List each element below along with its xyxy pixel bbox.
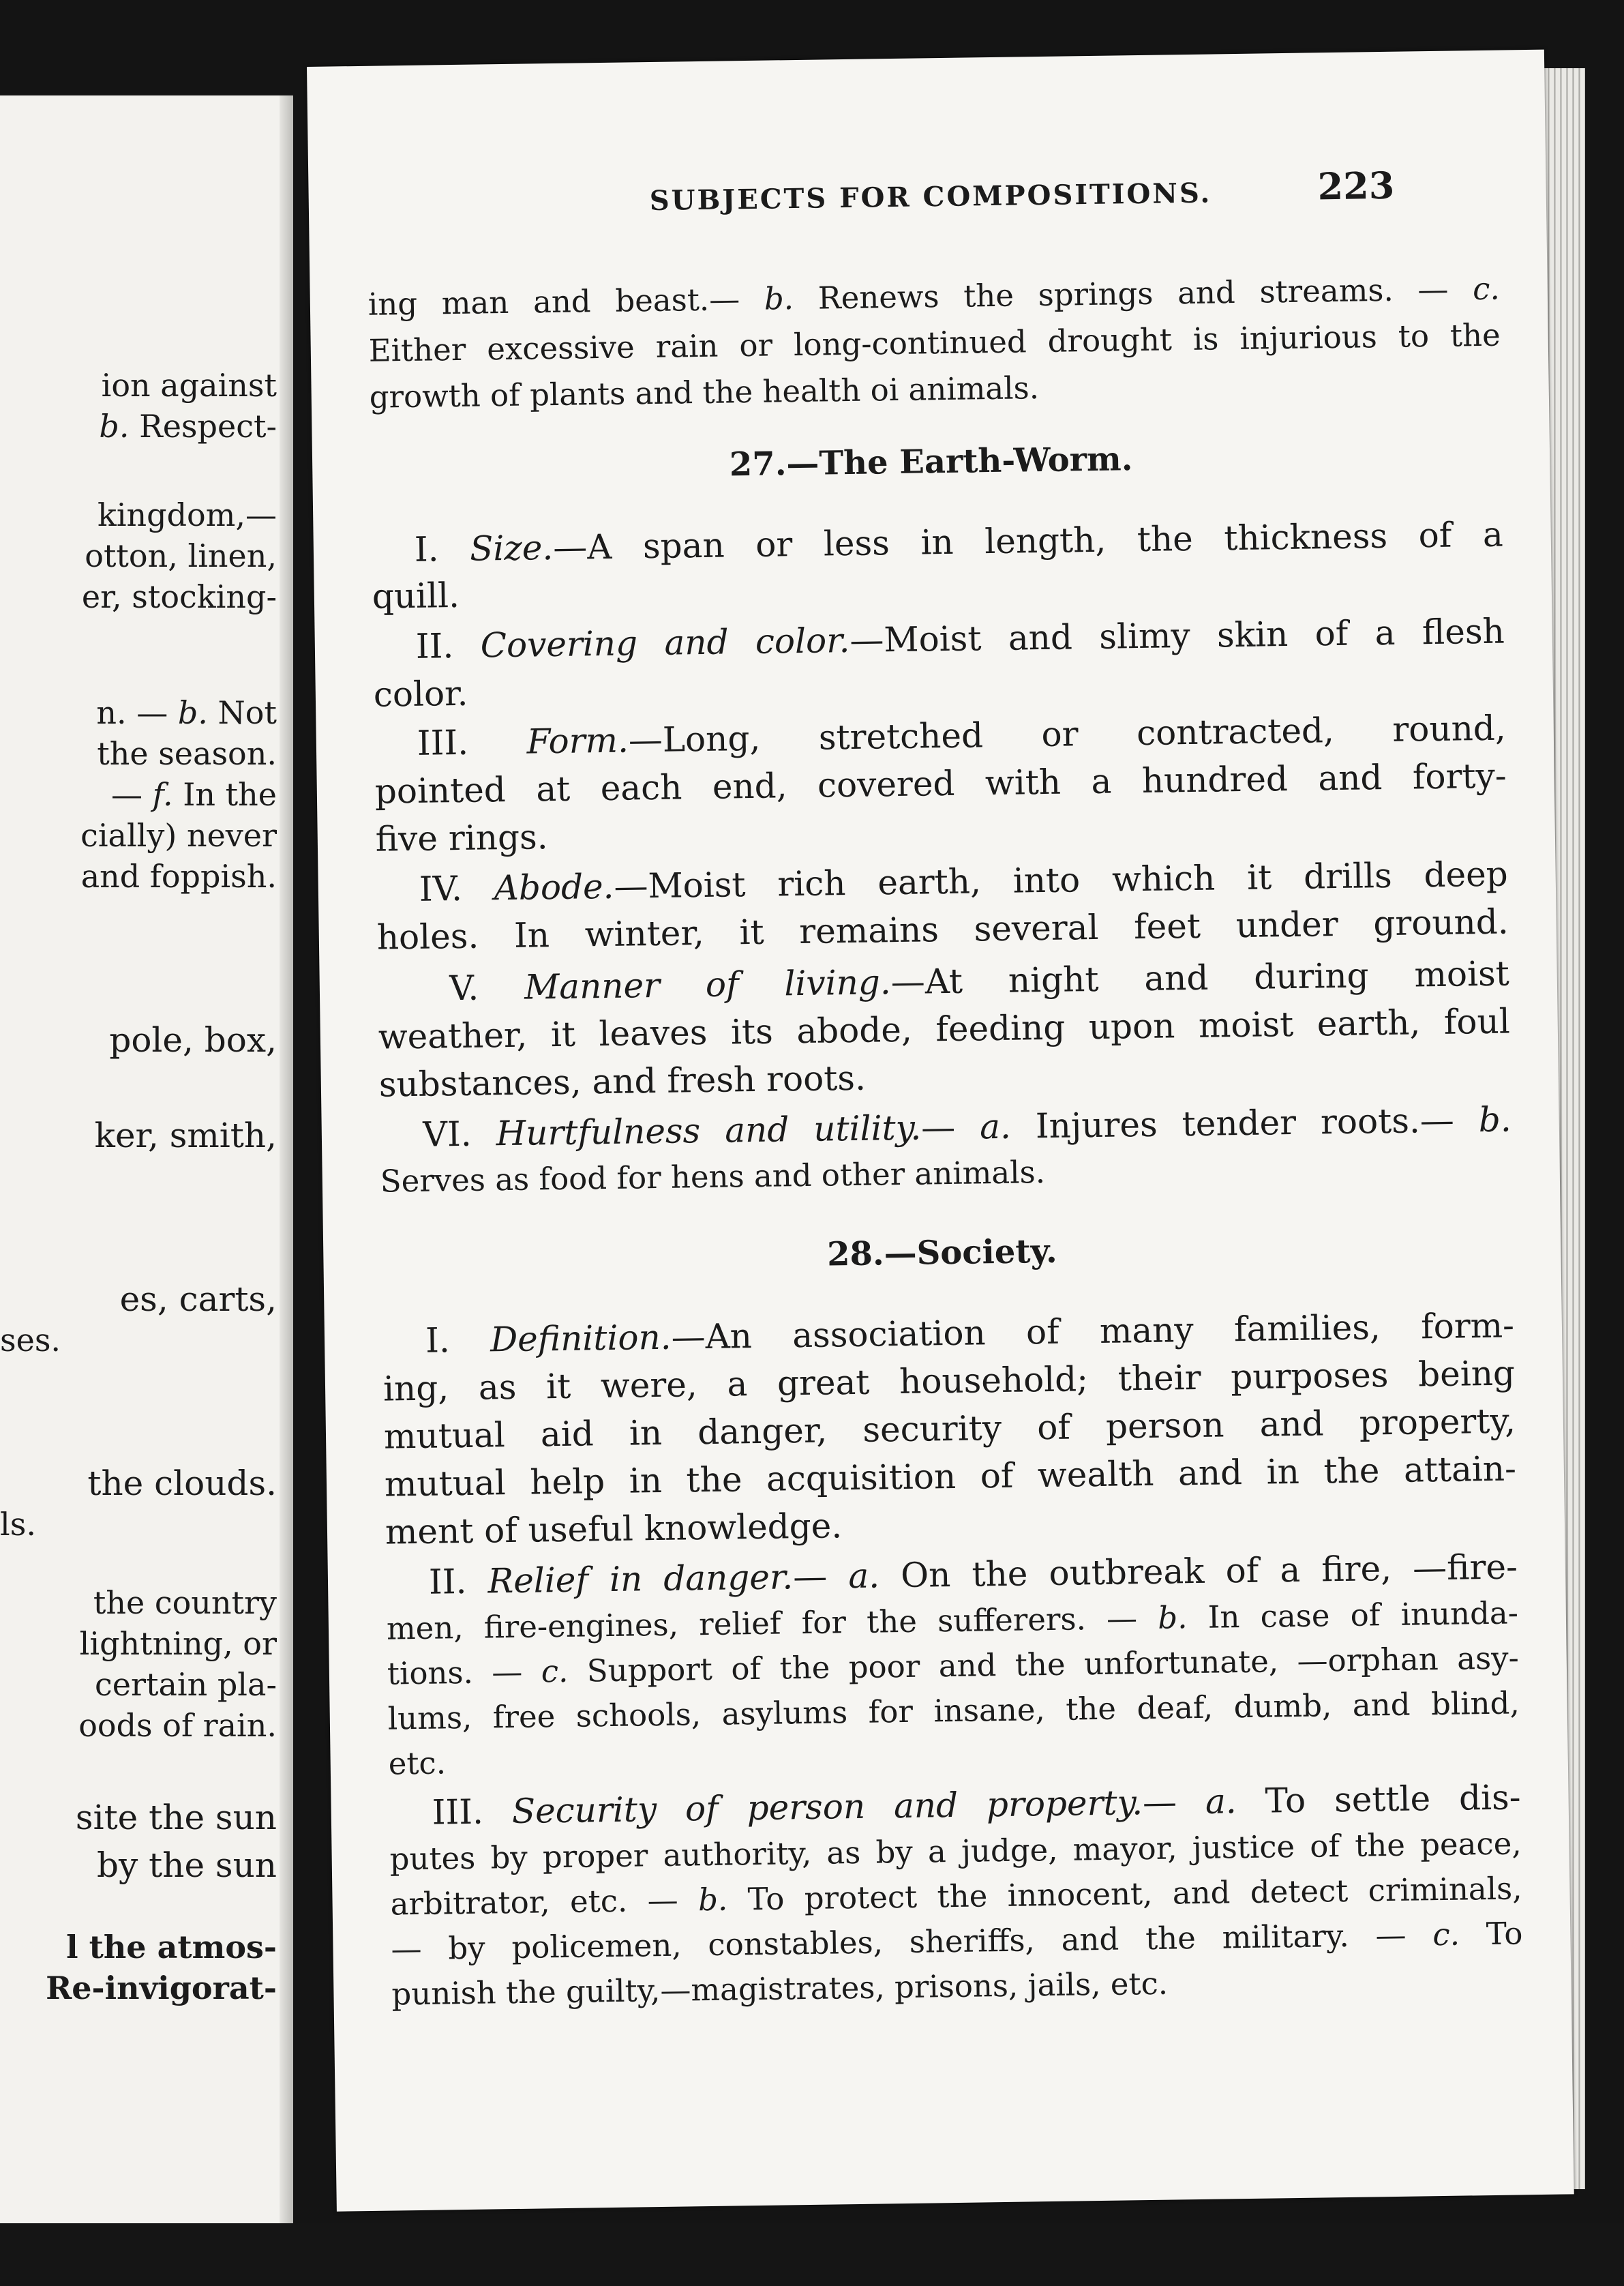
text-line: ment of useful knowledge. — [385, 1506, 843, 1552]
left-text: Respect- — [129, 408, 277, 445]
left-line: er, stocking- — [81, 578, 277, 615]
item-letter: b. — [764, 280, 794, 317]
item-text: To settle dis- — [1236, 1777, 1522, 1822]
section-heading: 28.—Society. — [826, 1232, 1057, 1274]
left-line — [96, 692, 277, 733]
left-line: ls. — [0, 1506, 36, 1543]
left-line: the season. — [97, 735, 277, 772]
left-text: n. — — [96, 694, 178, 731]
item-text: — — [1142, 1781, 1206, 1823]
item-label: Security of person and property. — [511, 1783, 1143, 1832]
item-label: Definition. — [490, 1317, 672, 1360]
text-line: substances, and fresh roots. — [378, 1058, 867, 1105]
item-label: Form. — [526, 720, 629, 762]
text-run: — by policemen, constables, sheriffs, and the military. — — [391, 1916, 1433, 1968]
left-text: In the — [172, 776, 277, 813]
text-run: Renews the springs and streams. — — [793, 271, 1473, 317]
item-letter: a. — [1205, 1781, 1237, 1822]
item-label: Size. — [469, 528, 554, 569]
text-run: tions. — — [387, 1653, 542, 1692]
item-number: I. — [414, 529, 470, 569]
text-run: To protect the innocent, and detect criminals, — [727, 1870, 1522, 1918]
left-line: certain pla- — [95, 1666, 277, 1703]
text-line: mutual aid in danger, security of person and property, — [383, 1401, 1516, 1457]
item-letter: c. — [1432, 1916, 1460, 1953]
text-line: quill. — [372, 575, 460, 617]
left-letter: b. — [99, 408, 130, 445]
text-line: pointed at each end, covered with a hundred and forty- — [374, 756, 1507, 812]
item-text: —Moist and slimy skin of a flesh — [849, 611, 1505, 660]
left-line: ion against — [101, 367, 277, 404]
left-line — [111, 774, 277, 815]
right-page — [307, 50, 1574, 2212]
text-line: lums, free schools, asylums for insane, the deaf, dumb, and blind, — [387, 1684, 1520, 1737]
item-label: Relief in danger. — [487, 1557, 794, 1601]
text-run: To — [1459, 1915, 1523, 1953]
left-line: es, carts, — [119, 1279, 277, 1319]
text-run: men, fire-engines, relief for the sufferers. — — [386, 1599, 1158, 1647]
item-letter: b. — [1478, 1099, 1512, 1140]
item-letter: a. — [847, 1556, 880, 1597]
item-label: Manner of living. — [524, 962, 892, 1007]
left-line: l the atmos- — [66, 1929, 277, 1965]
left-line: kingdom,— — [97, 496, 277, 533]
running-head: SUBJECTS FOR COMPOSITIONS. — [649, 177, 1212, 217]
item-number: III. — [432, 1792, 513, 1832]
item-text: —At night and during moist — [890, 953, 1510, 1003]
item-number: IV. — [419, 868, 495, 909]
text-line: five rings. — [375, 817, 548, 859]
text-line: Serves as food for hens and other animals. — [380, 1154, 1046, 1200]
text-line: etc. — [388, 1745, 447, 1782]
item-text: —Moist rich earth, into which it drills deep — [614, 854, 1509, 906]
item-label: Hurtfulness and utility. — [496, 1108, 922, 1154]
item-letter: c. — [1472, 270, 1501, 308]
page-number: 223 — [1317, 163, 1395, 209]
item-text: —A span or less in length, the thickness of a — [552, 514, 1504, 568]
item-text: On the outbreak of a fire, —fire- — [879, 1547, 1518, 1596]
item-text: —An association of many families, form- — [671, 1305, 1515, 1357]
left-line: pole, box, — [109, 1020, 277, 1060]
text-line: weather, it leaves its abode, feeding upon moist earth, foul — [378, 1001, 1511, 1057]
item-label: Covering and color. — [480, 620, 850, 666]
text-line: mutual help in the acquisition of wealth and in the attain- — [384, 1449, 1517, 1504]
text-line: punish the guilty,—magistrates, prisons, jails, etc. — [391, 1965, 1169, 2013]
left-line: oods of rain. — [78, 1707, 277, 1744]
left-line: lightning, or — [79, 1625, 277, 1662]
left-line: and foppish. — [80, 858, 277, 895]
item-number: VI. — [422, 1114, 497, 1155]
text-run: In case of inunda- — [1187, 1594, 1519, 1636]
left-line: otton, linen, — [85, 537, 277, 574]
left-line: the clouds. — [87, 1464, 277, 1503]
text-run: arbitrator, etc. — — [390, 1882, 699, 1923]
left-facing-page — [0, 95, 292, 2286]
left-line: ses. — [0, 1322, 61, 1359]
item-label: Abode. — [494, 866, 614, 908]
text-line: putes by proper authority, as by a judge, mayor, justice of the peace, — [389, 1825, 1522, 1877]
text-line: growth of plants and the health oi animals. — [369, 370, 1040, 415]
item-letter: b. — [697, 1881, 728, 1918]
left-line: by the sun — [97, 1845, 277, 1885]
item-text: —Long, stretched or contracted, round, — [628, 708, 1507, 760]
item-number: V. — [449, 967, 525, 1009]
left-line — [99, 406, 277, 447]
section-heading: 27.—The Earth-Worm. — [729, 440, 1133, 484]
item-text: — — [920, 1107, 980, 1148]
text-line: holes. In winter, it remains several feet under ground. — [376, 902, 1509, 958]
item-number: II. — [428, 1561, 488, 1602]
item-letter: c. — [541, 1652, 569, 1690]
item-number: I. — [425, 1320, 491, 1361]
text-line: color. — [373, 673, 468, 715]
item-text: Injures tender roots.— — [1010, 1100, 1479, 1146]
left-letter: b. — [177, 694, 208, 731]
item-number: III. — [417, 722, 528, 763]
left-text: — — [110, 776, 153, 813]
left-letter: f. — [152, 776, 173, 813]
text-run: ing man and beast.— — [367, 280, 765, 323]
left-line: ker, smith, — [94, 1116, 277, 1155]
text-line: Either excessive rain or long-continued drought is injurious to the — [368, 316, 1501, 369]
left-line: Re-invigorat- — [46, 1970, 277, 2006]
book-gutter — [280, 95, 293, 2286]
text-line: ing, as it were, a great household; their purposes being — [382, 1353, 1516, 1409]
left-line: the country — [93, 1584, 277, 1621]
item-letter: b. — [1157, 1599, 1188, 1636]
item-letter: a. — [979, 1106, 1012, 1147]
left-text: Not — [207, 694, 277, 731]
item-number: II. — [415, 625, 481, 666]
left-line: cially) never — [80, 817, 277, 854]
text-run: Support of the poor and the unfortunate, —orphan asy- — [567, 1639, 1520, 1689]
left-line: site the sun — [75, 1798, 277, 1837]
item-text: — — [792, 1556, 849, 1597]
scan-border — [0, 2223, 1624, 2286]
